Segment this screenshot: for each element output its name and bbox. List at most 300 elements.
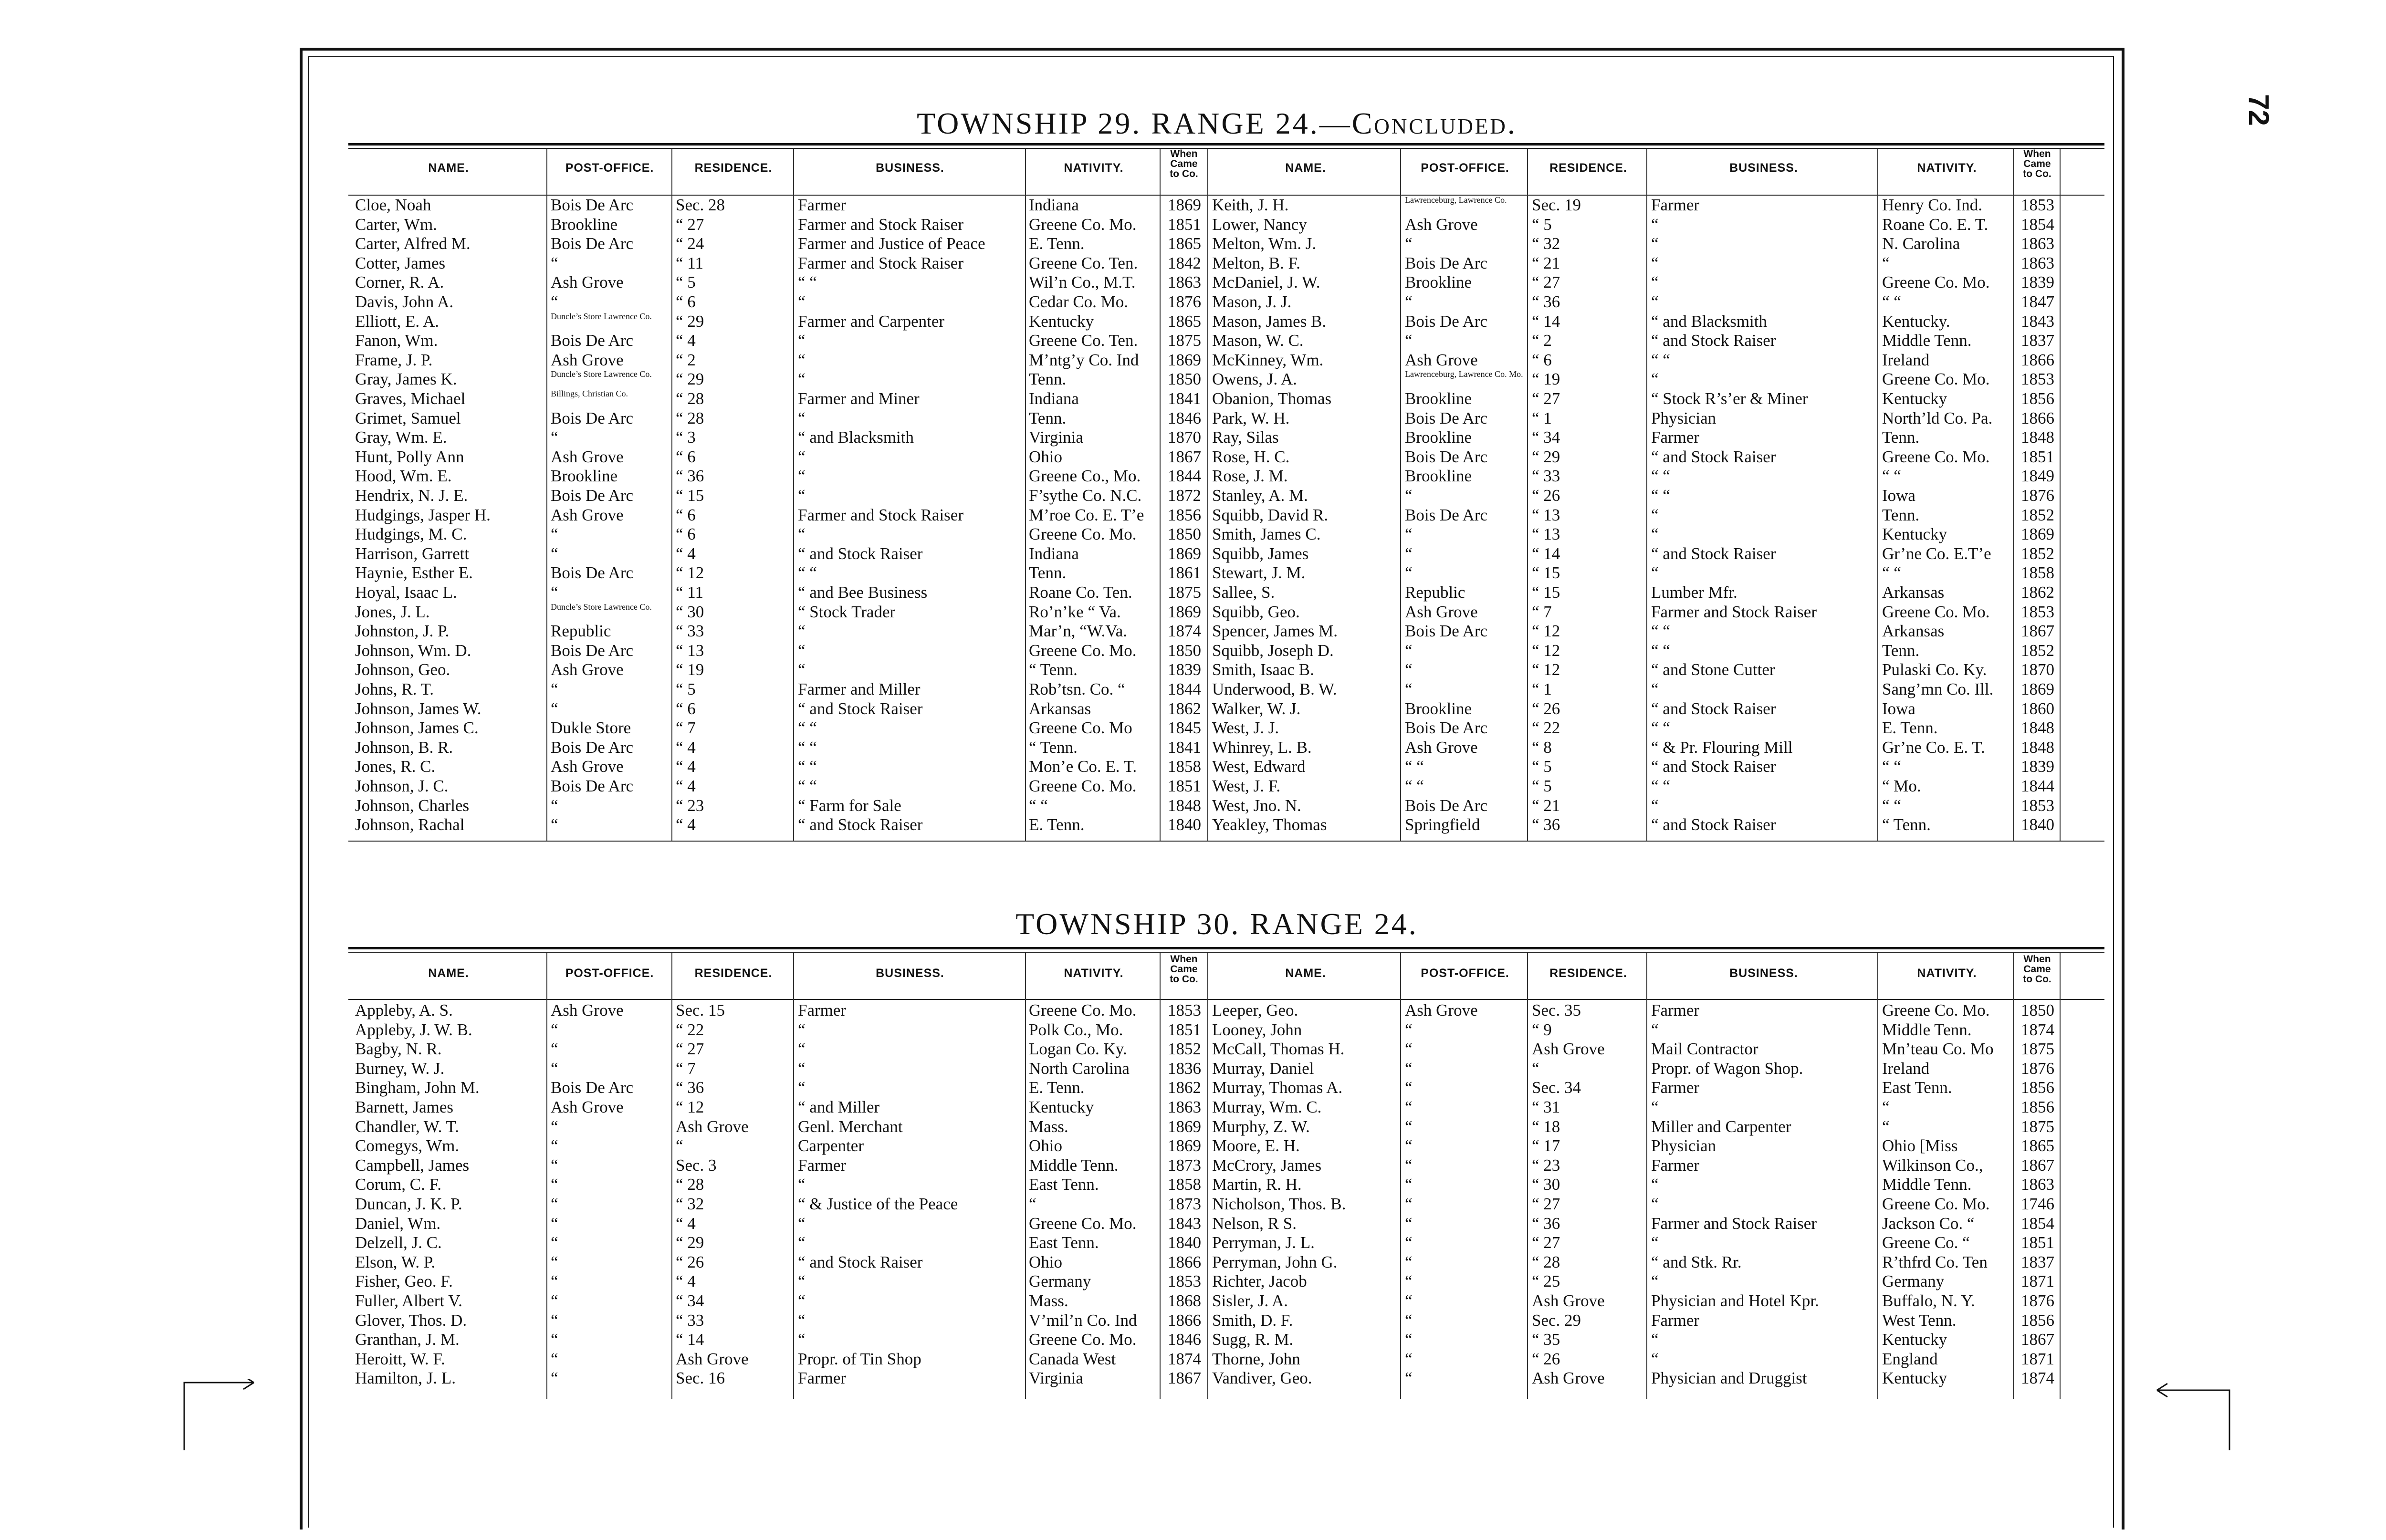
cell-residence: “ 11	[676, 253, 703, 272]
cell-business: “ “	[1651, 486, 1670, 505]
cell-name: Johnston, J. P.	[355, 622, 450, 641]
cell-residence: “ 22	[1532, 718, 1560, 738]
cell-post-office: “	[551, 1059, 558, 1078]
cell-nativity: “ “	[1882, 292, 1901, 311]
cell-name: West, Jno. N.	[1212, 796, 1301, 815]
cell-name: Corum, C. F.	[355, 1175, 441, 1194]
cell-post-office: Ash Grove	[1405, 1001, 1478, 1020]
header-line: to Co.	[2023, 168, 2051, 179]
cell-nativity: R’thfrd Co. Ten	[1882, 1252, 1988, 1271]
cell-nativity: “	[1882, 1117, 1890, 1136]
cell-residence: “ 12	[1532, 622, 1560, 641]
cell-post-office: “ “	[1405, 777, 1424, 795]
cell-nativity: “ Tenn.	[1029, 738, 1078, 757]
table-row	[0, 506, 2100, 525]
cell-year-came: 1854	[2021, 1214, 2054, 1233]
cell-post-office: Ash Grove	[551, 660, 624, 679]
cell-nativity: Sang’mn Co. Ill.	[1882, 680, 1994, 698]
cell-business: Physician	[1651, 408, 1716, 427]
header-residence: RESIDENCE.	[1549, 161, 1627, 175]
cell-post-office: “	[1405, 1214, 1413, 1233]
cell-name: Elliott, E. A.	[355, 312, 439, 331]
cell-year-came: 1874	[2021, 1369, 2054, 1388]
cell-residence: Sec. 34	[1532, 1078, 1581, 1097]
cell-business: “	[798, 1233, 806, 1252]
cell-name: Hood, Wm. E.	[355, 467, 452, 486]
cell-post-office: “	[1405, 641, 1413, 660]
cell-residence: “ 12	[1532, 660, 1560, 679]
cell-business: “	[1651, 680, 1659, 698]
cell-post-office: “	[551, 1349, 558, 1368]
cell-residence: “ 4	[676, 738, 696, 757]
cell-year-came: 1848	[2021, 428, 2054, 447]
cell-name: Smith, James C.	[1212, 525, 1321, 544]
header-line: When	[1170, 954, 1198, 965]
cell-year-came: 1853	[2021, 796, 2054, 815]
cell-year-came: 1865	[1168, 234, 1201, 253]
cell-business: Lumber Mfr.	[1651, 583, 1737, 602]
cell-residence: “ 19	[1532, 370, 1560, 389]
cell-post-office: Brookline	[551, 467, 617, 486]
cell-name: Obanion, Thomas	[1212, 389, 1332, 408]
cell-name: Nelson, R S.	[1212, 1214, 1297, 1233]
section-title: TOWNSHIP 30. RANGE 24.	[1015, 907, 1418, 941]
cell-nativity: Ireland	[1882, 350, 1930, 369]
cell-post-office: “	[551, 1214, 558, 1233]
cell-name: Mason, James B.	[1212, 312, 1327, 331]
cell-business: Farmer	[798, 196, 847, 214]
cell-nativity: Greene Co. Mo.	[1029, 215, 1137, 234]
cell-post-office: Bois De Arc	[1405, 796, 1488, 815]
cell-post-office: Brookline	[1405, 467, 1472, 486]
cell-post-office: “	[551, 1040, 558, 1059]
cell-business: “ and Stock Raiser	[1651, 544, 1776, 563]
table-row	[0, 234, 2100, 253]
cell-post-office: “	[1405, 1155, 1413, 1175]
cell-name: Murphy, Z. W.	[1212, 1117, 1310, 1136]
cell-residence: “ 15	[676, 486, 704, 505]
cell-business: Farmer	[798, 1155, 847, 1175]
header-line: When	[1170, 148, 1198, 159]
cell-name: Sallee, S.	[1212, 583, 1275, 602]
cell-year-came: 1869	[1168, 1136, 1201, 1155]
cell-residence: “ 28	[676, 1175, 704, 1194]
column-divider	[546, 953, 547, 1399]
cell-year-came: 1849	[2021, 467, 2054, 486]
cell-name: McCrory, James	[1212, 1155, 1322, 1175]
cell-name: Glover, Thos. D.	[355, 1311, 467, 1330]
cell-name: Carter, Alfred M.	[355, 234, 471, 253]
cell-post-office: “	[1405, 1233, 1413, 1252]
cell-business: “	[798, 622, 806, 641]
cell-business: Physician and Hotel Kpr.	[1651, 1291, 1819, 1310]
cell-nativity: Greene Co. Mo.	[1882, 1195, 1990, 1213]
cell-year-came: 1850	[2021, 1001, 2054, 1020]
cell-name: McKinney, Wm.	[1212, 350, 1324, 369]
cell-business: “	[798, 408, 806, 427]
cell-business: “ and Stock Raiser	[1651, 815, 1776, 834]
cell-post-office: “	[1405, 1349, 1413, 1368]
cell-nativity: M’ntg’y Co. Ind	[1029, 350, 1139, 369]
cell-name: Keith, J. H.	[1212, 196, 1289, 214]
cell-nativity: “	[1882, 1098, 1890, 1116]
cell-nativity: Greene Co. Mo.	[1029, 1214, 1137, 1233]
table-row	[0, 1233, 2100, 1252]
cell-year-came: 1863	[1168, 1098, 1201, 1116]
cell-name: Haynie, Esther E.	[355, 563, 473, 583]
cell-year-came: 1846	[1168, 1330, 1201, 1349]
cell-year-came: 1866	[1168, 1311, 1201, 1330]
cell-post-office: “	[1405, 1117, 1413, 1136]
cell-post-office: Bois De Arc	[1405, 312, 1488, 331]
cell-nativity: “ “	[1882, 796, 1901, 815]
section-title: TOWNSHIP 29. RANGE 24.—Concluded.	[917, 106, 1517, 140]
header-line: Came	[2023, 158, 2051, 169]
table-row	[0, 1253, 2100, 1272]
page-number: 72	[2242, 94, 2275, 126]
cell-year-came: 1861	[1168, 563, 1201, 583]
cell-nativity: Middle Tenn.	[1029, 1155, 1119, 1175]
cell-post-office: Lawrenceburg, Lawrence Co.	[1405, 196, 1507, 205]
table-row	[0, 1078, 2100, 1097]
table-row	[0, 738, 2100, 757]
cell-nativity: E. Tenn.	[1029, 234, 1085, 253]
cell-year-came: 1858	[1168, 1175, 1201, 1194]
cell-post-office: “	[551, 1020, 558, 1039]
cell-name: Melton, B. F.	[1212, 253, 1300, 272]
cell-business: “ and Blacksmith	[1651, 312, 1768, 331]
cell-post-office: “	[551, 1195, 558, 1213]
cell-post-office: “	[1405, 1040, 1413, 1059]
cell-year-came: 1852	[2021, 544, 2054, 563]
cell-name: Elson, W. P.	[355, 1252, 436, 1271]
cell-name: McDaniel, J. W.	[1212, 273, 1320, 292]
cell-nativity: Ohio	[1029, 1252, 1062, 1271]
column-divider	[1646, 953, 1647, 1399]
cell-year-came: 1867	[2021, 622, 2054, 641]
cell-nativity: Greene Co., Mo.	[1029, 467, 1141, 486]
cell-year-came: 1854	[2021, 215, 2054, 234]
cell-year-came: 1848	[2021, 738, 2054, 757]
cell-post-office: Bois De Arc	[551, 777, 634, 795]
cell-year-came: 1848	[2021, 718, 2054, 738]
cell-business: “	[798, 467, 806, 486]
cell-business: Farmer	[798, 1369, 847, 1388]
cell-business: “	[798, 1330, 806, 1349]
cell-residence: “ 28	[1532, 1252, 1560, 1271]
cell-year-came: 1862	[2021, 583, 2054, 602]
header-nativity: NATIVITY.	[1917, 161, 1977, 175]
cell-name: Appleby, J. W. B.	[355, 1020, 472, 1039]
cell-residence: “ 33	[676, 622, 704, 641]
cell-post-office: Bois De Arc	[551, 563, 634, 583]
cell-nativity: E. Tenn.	[1029, 1078, 1085, 1097]
cell-post-office: Ash Grove	[551, 1098, 624, 1116]
cell-nativity: Greene Co. Mo.	[1882, 370, 1990, 389]
cell-residence: “	[676, 1136, 683, 1155]
cell-business: Farmer	[798, 1001, 847, 1020]
cell-year-came: 1846	[1168, 408, 1201, 427]
cell-business: “ & Justice of the Peace	[798, 1195, 958, 1213]
table-row	[0, 815, 2100, 834]
cell-year-came: 1869	[1168, 1117, 1201, 1136]
cell-nativity: Greene Co. Mo.	[1882, 1001, 1990, 1020]
cell-post-office: “	[1405, 1098, 1413, 1116]
cell-name: Murray, Wm. C.	[1212, 1098, 1322, 1116]
cell-residence: “ 4	[676, 331, 696, 350]
cell-business: “ “	[1651, 718, 1670, 738]
cell-nativity: Greene Co. Mo	[1029, 718, 1132, 738]
cell-residence: Ash Grove	[676, 1349, 749, 1368]
cell-business: “	[1651, 1330, 1659, 1349]
cell-nativity: Cedar Co. Mo.	[1029, 292, 1129, 311]
header-line: to Co.	[1170, 974, 1198, 985]
cell-name: Sisler, J. A.	[1212, 1291, 1288, 1310]
cell-post-office: “	[551, 680, 558, 698]
cell-post-office: Lawrenceburg, Lawrence Co. Mo.	[1405, 370, 1523, 379]
cell-post-office: “	[551, 1311, 558, 1330]
cell-business: “ “	[798, 757, 817, 776]
cell-year-came: 1840	[1168, 1233, 1201, 1252]
cell-year-came: 1873	[1168, 1195, 1201, 1213]
cell-year-came: 1873	[1168, 1155, 1201, 1175]
cell-name: Murray, Thomas A.	[1212, 1078, 1343, 1097]
cell-residence: “ 14	[1532, 544, 1560, 563]
cell-residence: “ 27	[1532, 389, 1560, 408]
cell-year-came: 1874	[1168, 1349, 1201, 1368]
column-divider	[1025, 149, 1026, 842]
cell-business: “	[798, 525, 806, 544]
cell-residence: “ 9	[1532, 1020, 1552, 1039]
left-crop-mark	[182, 1379, 268, 1457]
cell-post-office: “	[1405, 1369, 1413, 1388]
cell-business: Propr. of Wagon Shop.	[1651, 1059, 1803, 1078]
cell-residence: “ 6	[676, 292, 696, 311]
cell-post-office: “	[551, 1155, 558, 1175]
table-row	[0, 196, 2100, 215]
header-residence: RESIDENCE.	[694, 967, 773, 980]
cell-nativity: Indiana	[1029, 544, 1079, 563]
cell-name: Owens, J. A.	[1212, 370, 1297, 389]
cell-post-office: “	[551, 428, 558, 447]
cell-business: “	[1651, 273, 1659, 292]
cell-nativity: Tenn.	[1882, 428, 1920, 447]
cell-post-office: “	[1405, 1195, 1413, 1213]
cell-post-office: “	[1405, 1291, 1413, 1310]
cell-business: “ “	[798, 738, 817, 757]
cell-residence: Sec. 28	[676, 196, 725, 214]
cell-year-came: 1844	[1168, 467, 1201, 486]
cell-post-office: Dukle Store	[551, 718, 631, 738]
cell-business: Carpenter	[798, 1136, 864, 1155]
cell-year-came: 1852	[1168, 1040, 1201, 1059]
cell-business: Farmer and Miner	[798, 389, 920, 408]
cell-residence: “ 5	[676, 680, 696, 698]
cell-year-came: 1867	[2021, 1155, 2054, 1175]
cell-business: “	[1651, 1272, 1659, 1291]
header-top-rule	[348, 143, 2104, 146]
cell-business: “ and Stock Raiser	[798, 1252, 923, 1271]
header-business: BUSINESS.	[1729, 967, 1798, 980]
cell-residence: “ 18	[1532, 1117, 1560, 1136]
cell-year-came: 1848	[1168, 796, 1201, 815]
cell-year-came: 1851	[1168, 1020, 1201, 1039]
cell-nativity: V’mil’n Co. Ind	[1029, 1311, 1137, 1330]
cell-post-office: Ash Grove	[551, 273, 624, 292]
cell-name: Mason, W. C.	[1212, 331, 1304, 350]
cell-year-came: 1844	[2021, 777, 2054, 795]
cell-nativity: Tenn.	[1029, 370, 1067, 389]
table-row	[0, 622, 2100, 641]
cell-name: Smith, Isaac B.	[1212, 660, 1314, 679]
cell-post-office: “	[1405, 1330, 1413, 1349]
cell-business: Farmer	[1651, 196, 1700, 214]
cell-residence: Ash Grove	[1532, 1291, 1605, 1310]
cell-nativity: Greene Co. Ten.	[1029, 253, 1138, 272]
cell-business: “ “	[798, 563, 817, 583]
cell-residence: “ 4	[676, 757, 696, 776]
cell-residence: “ 13	[676, 641, 704, 660]
cell-business: Farmer and Stock Raiser	[798, 505, 963, 524]
cell-name: Johnson, Geo.	[355, 660, 450, 679]
column-divider	[2060, 149, 2061, 842]
cell-residence: “ 12	[1532, 641, 1560, 660]
cell-business: Farmer and Stock Raiser	[1651, 1214, 1817, 1233]
cell-business: “	[1651, 370, 1659, 389]
header-line: Came	[1170, 964, 1198, 975]
cell-year-came: 1843	[2021, 312, 2054, 331]
cell-name: Smith, D. F.	[1212, 1311, 1293, 1330]
cell-post-office: Duncle’s Store Lawrence Co.	[551, 312, 652, 321]
cell-residence: “ 29	[676, 370, 704, 389]
cell-business: Farmer and Justice of Peace	[798, 234, 985, 253]
cell-residence: “ 32	[676, 1195, 704, 1213]
cell-post-office: Ash Grove	[1405, 350, 1478, 369]
cell-residence: “ 7	[676, 1059, 696, 1078]
cell-year-came: 1844	[1168, 680, 1201, 698]
cell-business: “ “	[1651, 622, 1670, 641]
cell-name: Heroitt, W. F.	[355, 1349, 445, 1368]
cell-name: Looney, John	[1212, 1020, 1302, 1039]
cell-post-office: “	[1405, 1136, 1413, 1155]
table-row	[0, 641, 2100, 660]
cell-year-came: 1862	[1168, 699, 1201, 718]
cell-name: Sugg, R. M.	[1212, 1330, 1294, 1349]
cell-name: Perryman, J. L.	[1212, 1233, 1315, 1252]
cell-post-office: Billings, Christian Co.	[551, 389, 628, 398]
cell-business: “	[1651, 215, 1659, 234]
cell-nativity: Ireland	[1882, 1059, 1930, 1078]
cell-nativity: Virginia	[1029, 1369, 1083, 1388]
cell-residence: “ 23	[1532, 1155, 1560, 1175]
cell-name: Yeakley, Thomas	[1212, 815, 1327, 834]
cell-business: “ and Blacksmith	[798, 428, 914, 447]
cell-post-office: Duncle’s Store Lawrence Co.	[551, 370, 652, 379]
cell-post-office: “	[1405, 525, 1413, 544]
cell-business: “	[798, 1214, 806, 1233]
cell-nativity: North Carolina	[1029, 1059, 1130, 1078]
cell-post-office: Bois De Arc	[551, 738, 634, 757]
cell-residence: “ 25	[1532, 1272, 1560, 1291]
cell-year-came: 1850	[1168, 641, 1201, 660]
cell-post-office: “	[551, 544, 558, 563]
cell-name: Bingham, John M.	[355, 1078, 480, 1097]
column-divider	[1877, 953, 1878, 1399]
header-name: NAME.	[1285, 967, 1326, 980]
column-divider	[1877, 149, 1878, 842]
cell-nativity: Germany	[1029, 1272, 1091, 1291]
cell-residence: “ 34	[676, 1291, 704, 1310]
cell-name: Frame, J. P.	[355, 350, 433, 369]
cell-name: Barnett, James	[355, 1098, 454, 1116]
cell-post-office: Brookline	[1405, 699, 1472, 718]
header-post-office: POST-OFFICE.	[565, 161, 654, 175]
cell-year-came: 1866	[1168, 1252, 1201, 1271]
header-residence: RESIDENCE.	[1549, 967, 1627, 980]
cell-year-came: 1862	[1168, 1078, 1201, 1097]
cell-name: West, Edward	[1212, 757, 1306, 776]
cell-business: Farmer and Miller	[798, 680, 921, 698]
cell-business: Farmer	[1651, 1001, 1700, 1020]
cell-name: Squibb, James	[1212, 544, 1309, 563]
cell-post-office: Bois De Arc	[551, 234, 634, 253]
cell-residence: “ 4	[676, 777, 696, 795]
cell-year-came: 1853	[1168, 1272, 1201, 1291]
cell-residence: “ 28	[676, 408, 704, 427]
cell-post-office: “	[1405, 1272, 1413, 1291]
cell-business: Miller and Carpenter	[1651, 1117, 1791, 1136]
cell-year-came: 1856	[2021, 389, 2054, 408]
table-row	[0, 603, 2100, 622]
cell-residence: “ 27	[1532, 1195, 1560, 1213]
cell-post-office: “	[551, 1117, 558, 1136]
cell-post-office: Bois De Arc	[1405, 505, 1488, 524]
cell-name: Fuller, Albert V.	[355, 1291, 462, 1310]
cell-nativity: Roane Co. E. T.	[1882, 215, 1988, 234]
cell-residence: “ 11	[676, 583, 703, 602]
cell-year-came: 1840	[2021, 815, 2054, 834]
cell-post-office: “	[1405, 544, 1413, 563]
cell-name: Moore, E. H.	[1212, 1136, 1300, 1155]
cell-business: “	[1651, 1195, 1659, 1213]
cell-name: Hudgings, Jasper H.	[355, 505, 491, 524]
header-business: BUSINESS.	[876, 161, 944, 175]
cell-post-office: “	[1405, 234, 1413, 253]
cell-nativity: “	[1029, 1195, 1036, 1213]
table-row	[0, 486, 2100, 505]
cell-post-office: “	[1405, 1078, 1413, 1097]
cell-residence: “ 4	[676, 544, 696, 563]
cell-nativity: Rob’tsn. Co. “	[1029, 680, 1125, 698]
table-row	[0, 796, 2100, 815]
cell-post-office: Brookline	[1405, 428, 1472, 447]
cell-year-came: 1852	[2021, 641, 2054, 660]
cell-name: West, J. F.	[1212, 777, 1281, 795]
cell-name: Stanley, A. M.	[1212, 486, 1308, 505]
cell-year-came: 1871	[2021, 1272, 2054, 1291]
cell-nativity: Indiana	[1029, 389, 1079, 408]
cell-name: Nicholson, Thos. B.	[1212, 1195, 1346, 1213]
cell-post-office: “	[1405, 1020, 1413, 1039]
cell-year-came: 1850	[1168, 525, 1201, 544]
cell-residence: “ 36	[676, 467, 704, 486]
cell-nativity: Kentucky.	[1882, 312, 1950, 331]
cell-post-office: Springfield	[1405, 815, 1480, 834]
table-row	[0, 447, 2100, 467]
cell-residence: “ 6	[676, 525, 696, 544]
column-divider	[671, 953, 672, 1399]
cell-post-office: “	[551, 815, 558, 834]
